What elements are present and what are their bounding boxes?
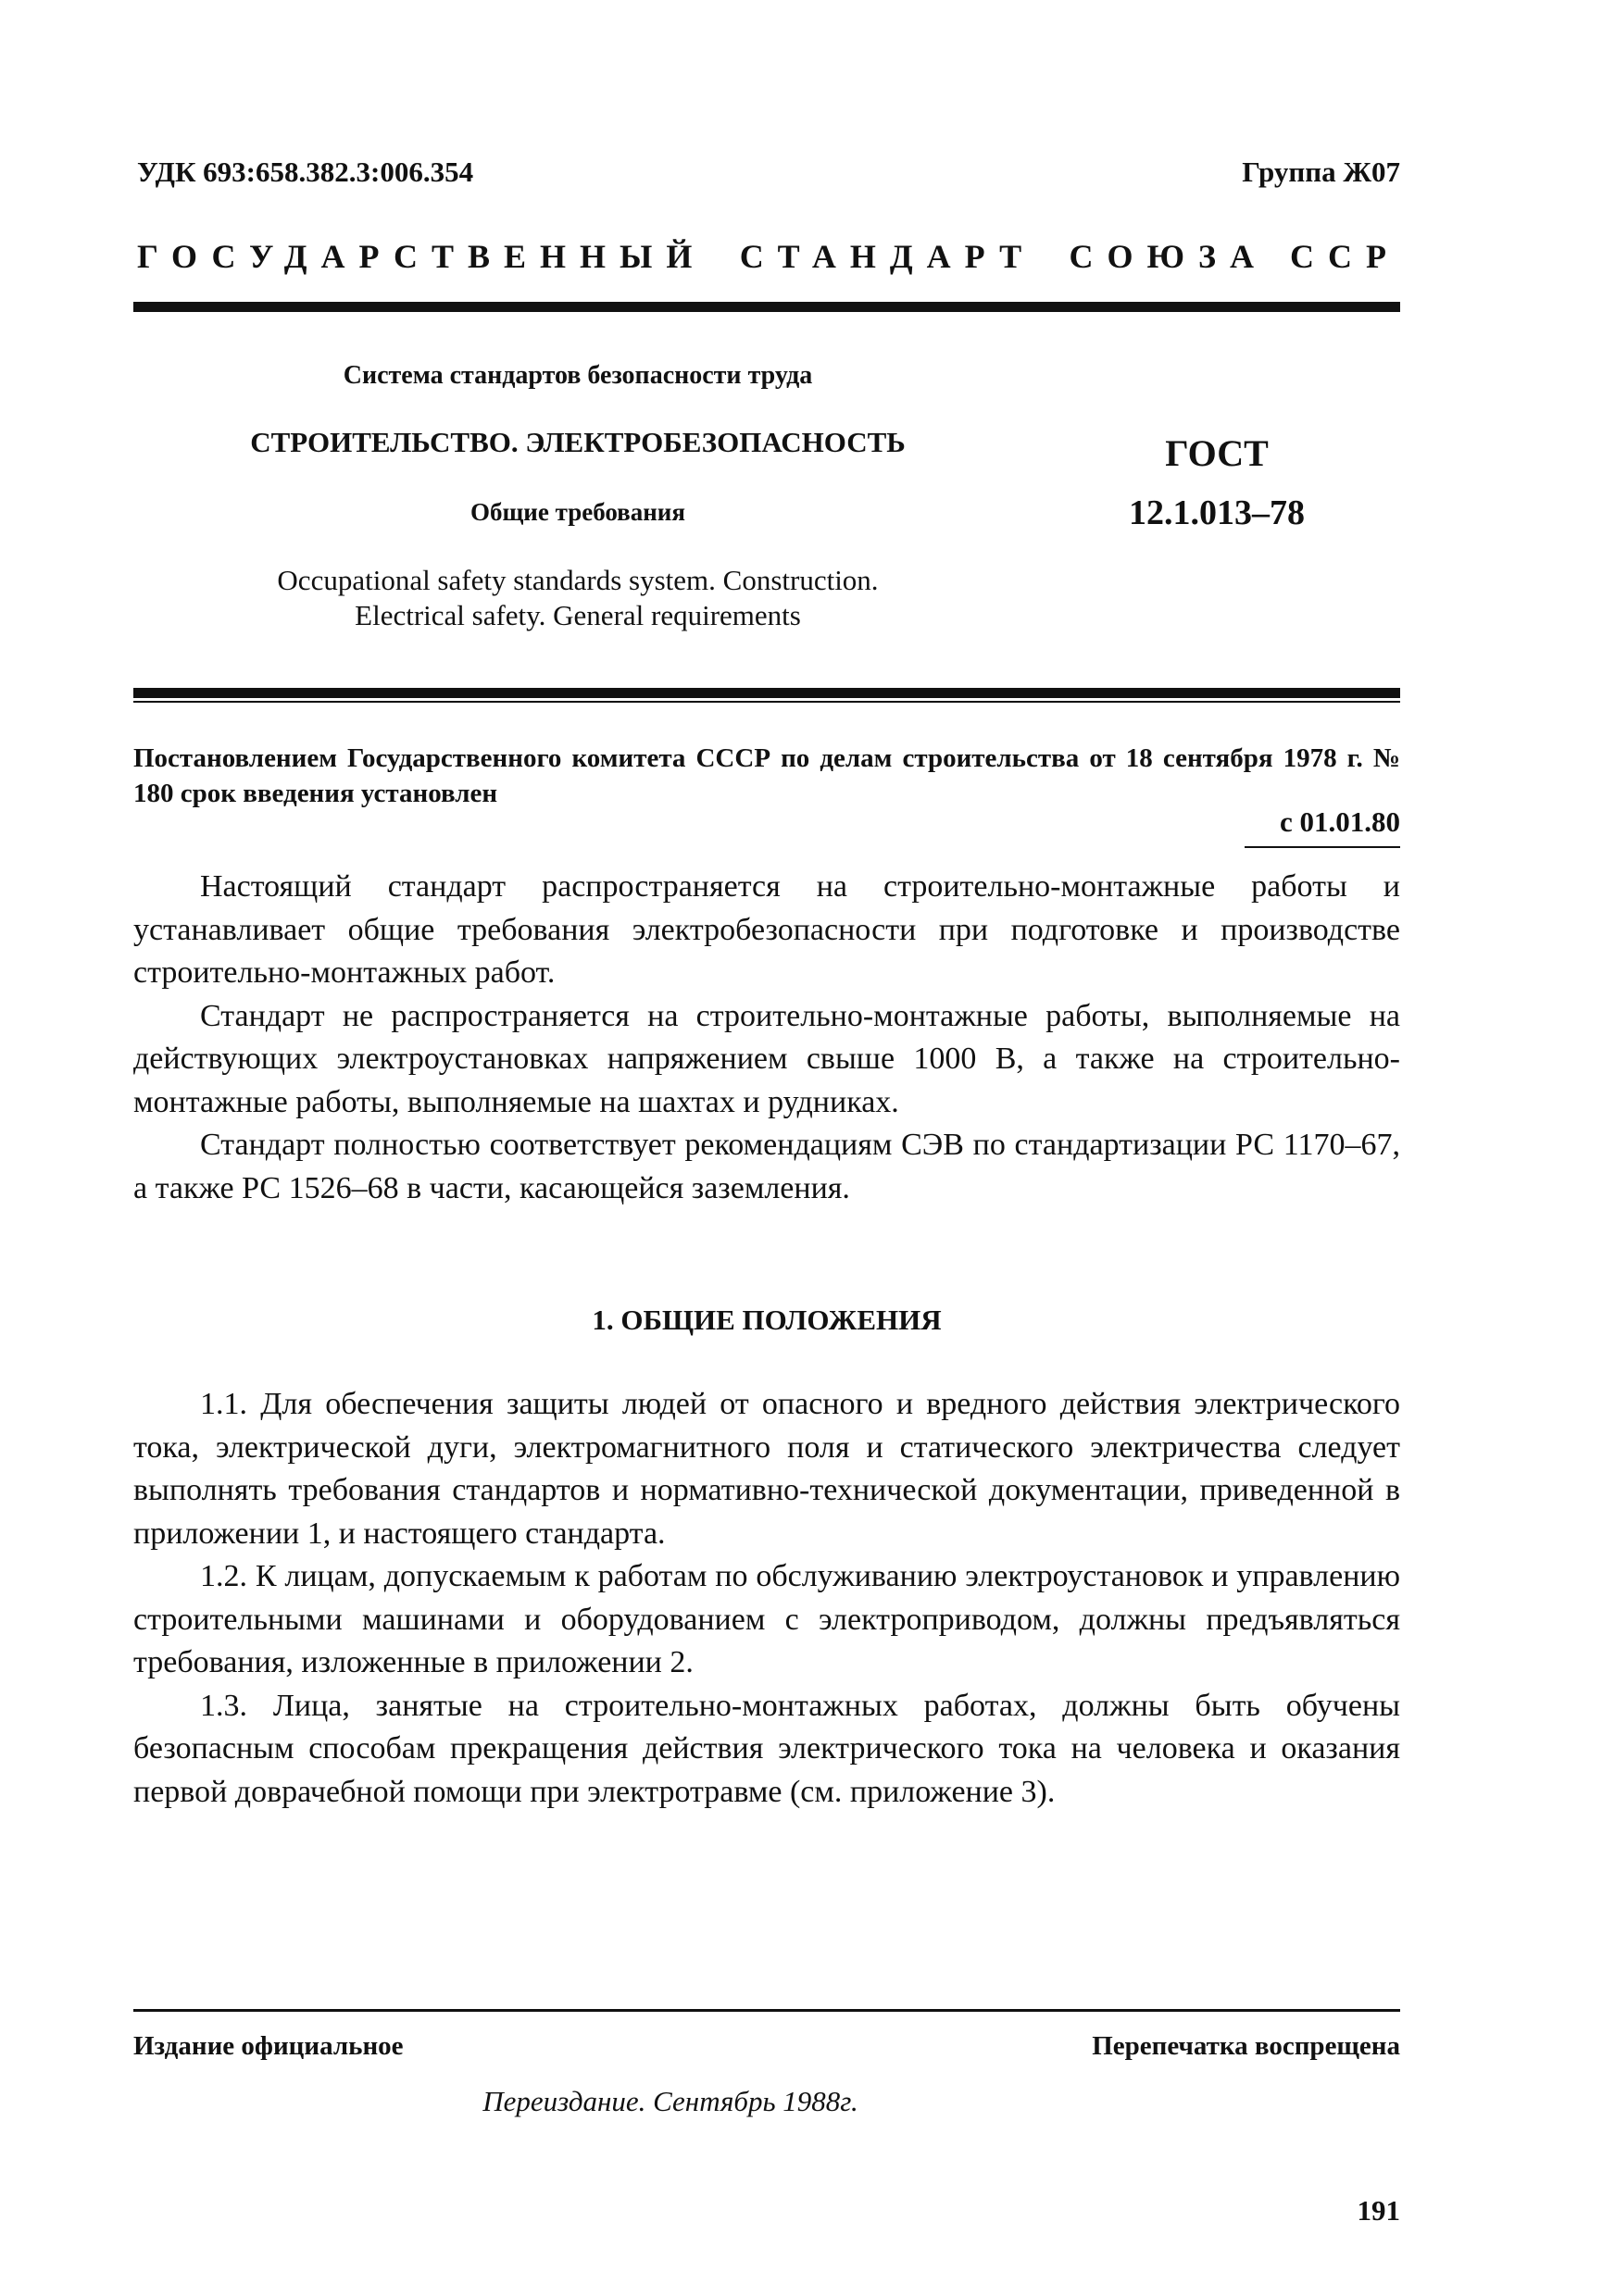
section-item: 1.1. Для обеспечения защиты людей от опасного и вредного действия электрического тока, электрической дуги, электромагнитного поля и статического электричества следует выполнять требования стандартов и нормативно-технической документации, приведенной в приложении 1, и настоящего стандарта.	[133, 1387, 1400, 1551]
effective-date-underline	[1245, 846, 1400, 848]
gost-label: ГОСТ	[1165, 432, 1269, 474]
section-item: 1.2. К лицам, допускаемым к работам по обслуживанию электроустановок и управлению строительными машинами и оборудованием с электроприводом, должны предъявляться требования, изложенные в приложении 2.	[133, 1559, 1400, 1679]
section-item: 1.3. Лица, занятые на строительно-монтажных работах, должны быть обучены безопасным способам прекращения действия электрического тока на человека и оказания первой доврачебной помощи при электротравме (см. приложение 3).	[133, 1688, 1400, 1809]
decree-text: Постановлением Государственного комитета СССР по делам строительства от 18 сентября 1978 г. № 180 срок введения установлен	[133, 743, 1400, 808]
gost-number: 12.1.013–78	[1129, 493, 1305, 532]
english-title-line-2: Electrical safety. General requirements	[355, 599, 801, 631]
english-title-line-1: Occupational safety standards system. Construction.	[277, 564, 879, 596]
header-word-1: ГОСУДАРСТВЕННЫЙ	[137, 238, 707, 275]
reprint-prohibited: Перепечатка воспрещена	[1092, 2031, 1400, 2061]
top-divider	[133, 302, 1400, 312]
header-word-2: СТАНДАРТ	[739, 238, 1036, 275]
intro-paragraph: Настоящий стандарт распространяется на строительно-монтажные работы и устанавливает общие требования электробезопасности при подготовке и производстве строительно-монтажных работ.	[133, 869, 1400, 990]
standard-subtitle: Общие требования	[470, 498, 685, 526]
reissue-note: Переиздание. Сентябрь 1988г.	[482, 2085, 858, 2117]
intro-paragraph: Стандарт не распространяется на строительно-монтажные работы, выполняемые на действующих электроустановках напряжением свыше 1000 В, а также на строительно-монтажные работы, выполняемые на шахтах и рудниках.	[133, 998, 1400, 1119]
standards-system: Система стандартов безопасности труда	[343, 361, 813, 390]
udk-code: УДК 693:658.382.3:006.354	[137, 156, 474, 188]
document-header-title	[137, 237, 1400, 276]
standard-title: СТРОИТЕЛЬСТВО. ЭЛЕКТРОБЕЗОПАСНОСТЬ	[250, 426, 906, 458]
official-edition: Издание официальное	[133, 2031, 404, 2061]
header-word-3: СОЮЗА ССР	[1069, 238, 1400, 275]
middle-divider	[133, 688, 1400, 698]
intro-text	[133, 866, 1400, 1210]
page-number: 191	[1357, 2194, 1400, 2227]
section-1-title: 1. ОБЩИЕ ПОЛОЖЕНИЯ	[592, 1304, 942, 1336]
group-code: Группа Ж07	[1242, 156, 1400, 188]
intro-paragraph: Стандарт полностью соответствует рекомендациям СЭВ по стандартизации РС 1170–67, а также РС 1526–68 в части, касающейся заземления.	[133, 1128, 1400, 1205]
english-title	[207, 563, 948, 633]
footer-divider	[133, 2009, 1400, 2012]
section-1-items	[133, 1383, 1400, 1814]
middle-divider-thin	[133, 701, 1400, 703]
effective-date: с 01.01.80	[1279, 805, 1400, 838]
